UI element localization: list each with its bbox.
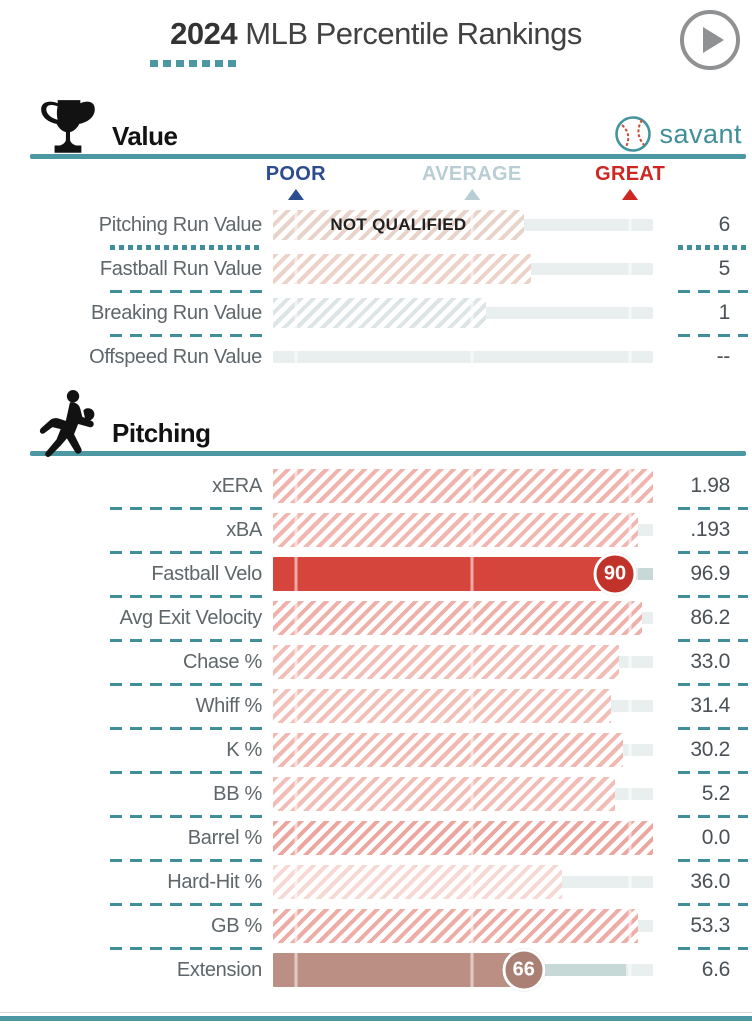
- row-label: Extension: [176, 958, 262, 981]
- marker-tick: [470, 598, 473, 638]
- row-separator-right: [678, 947, 748, 950]
- marker-tick: [470, 774, 473, 814]
- percentile-track-segment: [638, 568, 653, 580]
- percentile-bar[interactable]: [273, 909, 638, 943]
- title-year: 2024: [170, 16, 238, 51]
- row-separator-right: [678, 683, 748, 686]
- marker-tick: [629, 862, 632, 902]
- row-label: Barrel %: [187, 826, 262, 849]
- stat-value: 5.2: [701, 782, 730, 805]
- percentile-bar[interactable]: [273, 733, 623, 767]
- percentile-bar-area: [273, 642, 653, 682]
- value-rows: [0, 205, 752, 377]
- percentile-row: [0, 466, 752, 506]
- percentile-row: [0, 730, 752, 770]
- stat-value: 0.0: [701, 826, 730, 849]
- row-label: Pitching Run Value: [98, 213, 262, 236]
- stat-value: .193: [690, 518, 730, 541]
- percentile-bar-area: [273, 950, 653, 990]
- stat-value: 30.2: [690, 738, 730, 761]
- percentile-row: [0, 510, 752, 550]
- title-underline-dots: [150, 60, 240, 67]
- marker-tick: [629, 642, 632, 682]
- marker-tick: [294, 862, 297, 902]
- row-separator-left: [110, 245, 262, 250]
- marker-tick: [294, 950, 297, 990]
- row-label: xBA: [226, 518, 262, 541]
- row-separator-right: [678, 903, 748, 906]
- percentile-badge[interactable]: 66: [502, 949, 545, 992]
- marker-tick: [470, 205, 473, 245]
- marker-tick: [470, 642, 473, 682]
- pitcher-icon: [36, 387, 108, 461]
- row-separator-left: [110, 334, 262, 337]
- row-label: Whiff %: [195, 694, 262, 717]
- percentile-track-segment: [535, 964, 626, 976]
- percentile-row: [0, 686, 752, 726]
- header: [0, 0, 752, 78]
- stat-value: 1.98: [690, 474, 730, 497]
- row-separator-left: [110, 771, 262, 774]
- percentile-bar-area: [273, 510, 653, 550]
- pitching-section-header: [0, 395, 752, 451]
- savant-wordmark: savant: [659, 118, 742, 149]
- row-separator-left: [110, 507, 262, 510]
- marker-tick: [294, 466, 297, 506]
- value-section-title: Value: [112, 121, 178, 151]
- percentile-bar-area: [273, 554, 653, 594]
- row-separator-left: [110, 815, 262, 818]
- percentile-row: [0, 249, 752, 289]
- average-marker-icon: [464, 189, 480, 200]
- marker-tick: [470, 686, 473, 726]
- stat-value: 33.0: [690, 650, 730, 673]
- row-separator-right: [678, 290, 748, 293]
- percentile-bar-area: [273, 249, 653, 289]
- percentile-bar-area: [273, 862, 653, 902]
- percentile-bar-area: [273, 205, 653, 245]
- percentile-row: [0, 554, 752, 594]
- marker-tick: [294, 686, 297, 726]
- row-label: BB %: [213, 782, 262, 805]
- marker-tick: [629, 730, 632, 770]
- percentile-bar-area: [273, 598, 653, 638]
- pitching-section-rule: [30, 451, 746, 456]
- row-separator-right: [678, 334, 748, 337]
- page-title: [0, 16, 752, 52]
- marker-tick: [629, 950, 632, 990]
- percentile-bar[interactable]: [273, 865, 562, 899]
- stat-value: 31.4: [690, 694, 730, 717]
- row-label: K %: [226, 738, 262, 761]
- marker-tick: [470, 554, 473, 594]
- row-label: Breaking Run Value: [90, 301, 262, 324]
- percentile-bar[interactable]: [273, 689, 611, 723]
- marker-tick: [629, 686, 632, 726]
- stat-value: 53.3: [690, 914, 730, 937]
- percentile-bar[interactable]: [273, 821, 653, 855]
- row-separator-right: [678, 771, 748, 774]
- percentile-row: [0, 642, 752, 682]
- marker-tick: [294, 554, 297, 594]
- play-button[interactable]: [680, 10, 740, 70]
- percentile-bar[interactable]: [273, 557, 615, 591]
- axis-header: [0, 159, 752, 205]
- marker-tick: [629, 249, 632, 289]
- percentile-bar[interactable]: [273, 254, 531, 284]
- percentile-bar[interactable]: [273, 645, 619, 679]
- percentile-bar-area: [273, 906, 653, 946]
- marker-tick: [470, 293, 473, 333]
- marker-tick: [470, 337, 473, 377]
- row-separator-right: [678, 815, 748, 818]
- stat-value: 36.0: [690, 870, 730, 893]
- percentile-bar[interactable]: [273, 469, 653, 503]
- percentile-bar-area: [273, 686, 653, 726]
- axis-label-poor: POOR: [266, 163, 326, 200]
- percentile-bar[interactable]: [273, 953, 524, 987]
- poor-marker-icon: [288, 189, 304, 200]
- marker-tick: [294, 205, 297, 245]
- marker-tick: [294, 293, 297, 333]
- great-marker-icon: [622, 189, 638, 200]
- row-separator-left: [110, 947, 262, 950]
- stat-value: 6: [718, 213, 730, 236]
- percentile-row: [0, 774, 752, 814]
- marker-tick: [629, 337, 632, 377]
- percentile-row: [0, 862, 752, 902]
- pitching-rows: [0, 466, 752, 990]
- row-separator-right: [678, 245, 748, 250]
- value-section-header: [0, 102, 752, 154]
- marker-tick: [470, 950, 473, 990]
- stat-value: 96.9: [690, 562, 730, 585]
- row-separator-left: [110, 639, 262, 642]
- axis-area: [265, 159, 666, 205]
- marker-tick: [470, 510, 473, 550]
- row-separator-right: [678, 507, 748, 510]
- title-text: MLB Percentile Rankings: [245, 16, 582, 51]
- row-separator-right: [678, 639, 748, 642]
- row-separator-left: [110, 727, 262, 730]
- percentile-row: [0, 337, 752, 377]
- percentile-row: [0, 293, 752, 333]
- percentile-bar-area: [273, 337, 653, 377]
- row-separator-left: [110, 595, 262, 598]
- row-separator-right: [678, 859, 748, 862]
- marker-tick: [294, 598, 297, 638]
- baseball-icon: [613, 114, 653, 154]
- marker-tick: [294, 510, 297, 550]
- row-separator-left: [110, 859, 262, 862]
- marker-tick: [629, 598, 632, 638]
- stat-value: 1: [718, 301, 730, 324]
- row-label: Fastball Run Value: [99, 257, 262, 280]
- percentile-row: [0, 906, 752, 946]
- axis-label-great: GREAT: [595, 163, 665, 200]
- percentile-row: [0, 950, 752, 990]
- row-separator-left: [110, 903, 262, 906]
- marker-tick: [470, 466, 473, 506]
- row-separator-left: [110, 683, 262, 686]
- marker-tick: [629, 293, 632, 333]
- marker-tick: [629, 818, 632, 858]
- percentile-row: [0, 598, 752, 638]
- marker-tick: [629, 466, 632, 506]
- stat-value: 6.6: [701, 958, 730, 981]
- row-label: Hard-Hit %: [167, 870, 262, 893]
- marker-tick: [629, 774, 632, 814]
- row-label: Avg Exit Velocity: [119, 606, 262, 629]
- not-qualified-label: NOT QUALIFIED: [330, 215, 467, 234]
- stat-value: --: [716, 345, 730, 368]
- bottom-rule: [0, 1016, 752, 1021]
- marker-tick: [470, 249, 473, 289]
- percentile-bar[interactable]: [273, 298, 486, 328]
- play-icon: [703, 27, 724, 53]
- row-separator-right: [678, 727, 748, 730]
- percentile-bar-area: [273, 818, 653, 858]
- stat-value: 86.2: [690, 606, 730, 629]
- marker-tick: [629, 510, 632, 550]
- marker-tick: [294, 906, 297, 946]
- marker-tick: [629, 906, 632, 946]
- percentile-bar-area: [273, 466, 653, 506]
- percentile-bar-area: [273, 730, 653, 770]
- marker-tick: [294, 818, 297, 858]
- axis-label-average: AVERAGE: [422, 163, 522, 200]
- percentile-track: [273, 351, 653, 363]
- bottom-hairline: [0, 1012, 752, 1013]
- row-label: Offspeed Run Value: [89, 345, 262, 368]
- marker-tick: [470, 730, 473, 770]
- percentile-row: [0, 818, 752, 858]
- row-separator-left: [110, 290, 262, 293]
- marker-tick: [294, 337, 297, 377]
- savant-logo[interactable]: [613, 114, 742, 154]
- row-label: Fastball Velo: [151, 562, 262, 585]
- percentile-bar[interactable]: [273, 513, 638, 547]
- marker-tick: [470, 862, 473, 902]
- marker-tick: [294, 774, 297, 814]
- row-label: xERA: [212, 474, 262, 497]
- trophy-icon: [36, 94, 102, 164]
- pitching-section-title: Pitching: [112, 418, 211, 448]
- percentile-bar[interactable]: [273, 777, 615, 811]
- row-label: Chase %: [182, 650, 262, 673]
- marker-tick: [470, 906, 473, 946]
- row-separator-left: [110, 551, 262, 554]
- marker-tick: [294, 642, 297, 682]
- percentile-bar-area: [273, 293, 653, 333]
- percentile-bar[interactable]: [273, 210, 524, 240]
- percentile-row: [0, 205, 752, 245]
- percentile-bar[interactable]: [273, 601, 642, 635]
- marker-tick: [629, 205, 632, 245]
- row-separator-right: [678, 551, 748, 554]
- row-label: GB %: [210, 914, 262, 937]
- percentile-badge[interactable]: 90: [594, 553, 637, 596]
- stat-value: 5: [718, 257, 730, 280]
- percentile-bar-area: [273, 774, 653, 814]
- marker-tick: [294, 249, 297, 289]
- row-separator-right: [678, 595, 748, 598]
- marker-tick: [470, 818, 473, 858]
- marker-tick: [294, 730, 297, 770]
